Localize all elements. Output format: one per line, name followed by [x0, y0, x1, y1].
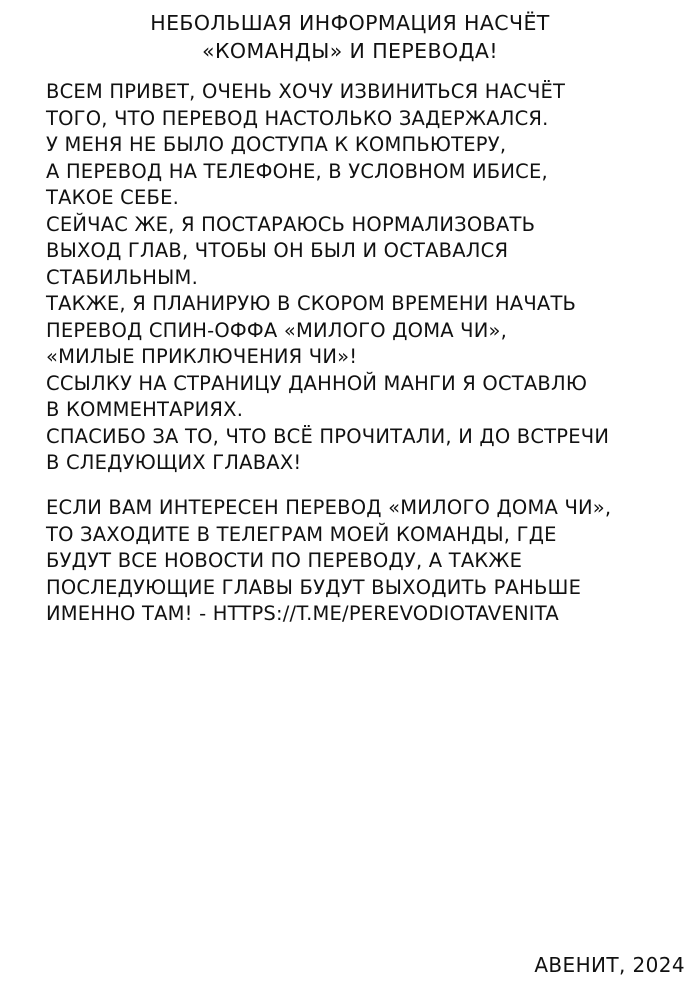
text-line: А ПЕРЕВОД НА ТЕЛЕФОНЕ, В УСЛОВНОМ ИБИСЕ,: [46, 159, 548, 183]
text-line: СТАБИЛЬНЫМ.: [46, 265, 198, 289]
text-line: СПАСИБО ЗА ТО, ЧТО ВСЁ ПРОЧИТАЛИ, И ДО ВСТРЕЧИ: [46, 424, 610, 448]
text-line: ПЕРЕВОД СПИН-ОФФА «МИЛОГО ДОМА ЧИ»,: [46, 318, 508, 342]
text-line: ТО ЗАХОДИТЕ В ТЕЛЕГРАМ МОЕЙ КОМАНДЫ, ГДЕ: [46, 522, 557, 546]
author-signature: АВЕНИТ, 2024: [534, 953, 685, 977]
text-line: СЕЙЧАС ЖЕ, Я ПОСТАРАЮСЬ НОРМАЛИЗОВАТЬ: [46, 212, 536, 236]
text-line: ТАКОЕ СЕБЕ.: [46, 186, 179, 209]
text-line: БУДУТ ВСЕ НОВОСТИ ПО ПЕРЕВОДУ, А ТАКЖЕ: [46, 549, 523, 572]
text-line: ЕСЛИ ВАМ ИНТЕРЕСЕН ПЕРЕВОД «МИЛОГО ДОМА ЧИ»,: [46, 496, 612, 519]
title-line: НЕБОЛЬШАЯ ИНФОРМАЦИЯ НАСЧЁТ: [150, 11, 550, 35]
text-line: ВЫХОД ГЛАВ, ЧТОБЫ ОН БЫЛ И ОСТАВАЛСЯ: [46, 239, 509, 262]
page-title: [0, 9, 700, 65]
text-line: ВСЕМ ПРИВЕТ, ОЧЕНЬ ХОЧУ ИЗВИНИТЬСЯ НАСЧЁТ: [46, 80, 566, 103]
text-line: В СЛЕДУЮЩИХ ГЛАВАХ!: [46, 451, 302, 474]
text-line: ТОГО, ЧТО ПЕРЕВОД НАСТОЛЬКО ЗАДЕРЖАЛСЯ.: [46, 106, 549, 130]
text-line: ПОСЛЕДУЮЩИЕ ГЛАВЫ БУДУТ ВЫХОДИТЬ РАНЬШЕ: [46, 575, 582, 599]
telegram-promo-paragraph: [46, 495, 696, 628]
text-line-with-link: ИМЕННО ТАМ! - HTTPS://T.ME/PEREVODIOTAVENITA: [46, 602, 559, 625]
text-line: ТАКЖЕ, Я ПЛАНИРУЮ В СКОРОМ ВРЕМЕНИ НАЧАТЬ: [46, 292, 577, 315]
text-line: В КОММЕНТАРИЯХ.: [46, 398, 244, 421]
announcement-paragraph: [46, 79, 696, 477]
title-line: «КОМАНДЫ» И ПЕРЕВОДА!: [202, 39, 498, 63]
text-line: «МИЛЫЕ ПРИКЛЮЧЕНИЯ ЧИ»!: [46, 345, 358, 368]
text-line: ССЫЛКУ НА СТРАНИЦУ ДАННОЙ МАНГИ Я ОСТАВЛЮ: [46, 371, 588, 395]
text-line: У МЕНЯ НЕ БЫЛО ДОСТУПА К КОМПЬЮТЕРУ,: [46, 133, 507, 156]
